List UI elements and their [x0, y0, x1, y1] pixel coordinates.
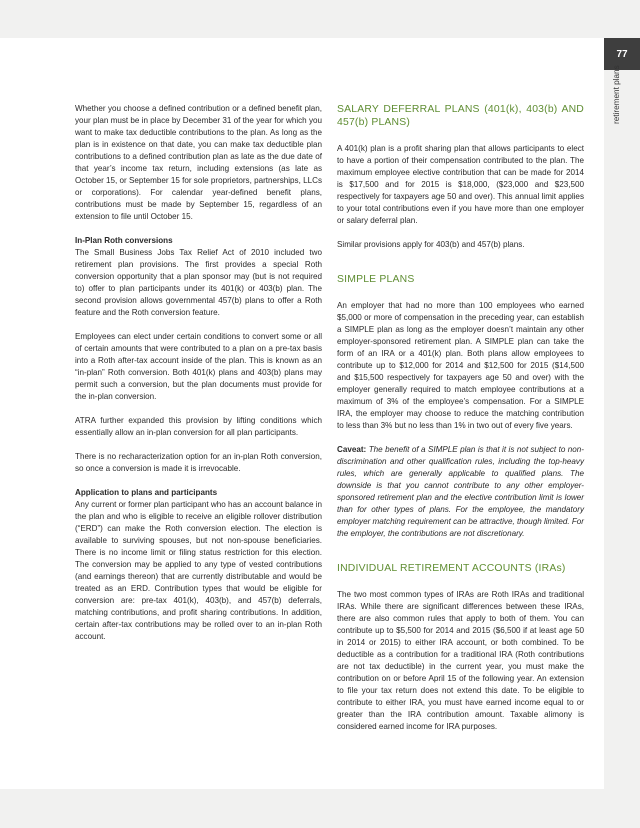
paragraph: Similar provisions apply for 403(b) and 457(b) plans.	[337, 240, 525, 249]
paragraph: Employees can elect under certain conditions to convert some or all of certain amounts that were contributed to a plan on a pre-tax basis into a Roth after-tax account inside of the plan. This is known as an “in-plan” Roth conversion. Both 401(k) plans and 403(b) plans may permit such a conversion, but the plan documents must provide for the in-plan conversion.	[75, 332, 322, 401]
left-column	[75, 103, 322, 655]
section-heading: INDIVIDUAL RETIREMENT ACCOUNTS (IRAs)	[337, 563, 566, 574]
caveat	[337, 444, 584, 540]
paragraph: Whether you choose a defined contribution or a defined benefit plan, your plan must be in place by December 31 of the year for which you want to make tax deductible contributions to the plan. As long as the plan is in existence on that date, you can make tax deductible plan contributions to a defined contribution plan as late as the due date of that year’s income tax return, including extensions (as late as October 15, or September 15 for sole proprietors, partnerships, LLCs or corporations). For calendar year-defined benefit plans, contributions must be made by September 15, regardless of an extension to file until October 15.	[75, 104, 322, 221]
section-heading: SALARY DEFERRAL PLANS (401(k), 403(b) AND 457(b) PLANS)	[337, 104, 584, 128]
caveat-label: Caveat:	[337, 445, 369, 454]
subheading: Application to plans and participants	[75, 488, 218, 497]
paragraph: ATRA further expanded this provision by lifting conditions which essentially allow an in-plan conversion for all plan participants.	[75, 416, 322, 437]
section-heading: SIMPLE PLANS	[337, 274, 415, 285]
section-application	[75, 487, 322, 643]
paragraph: There is no recharacterization option for an in-plan Roth conversion, so once a conversion is made it is irrevocable.	[75, 452, 322, 473]
paragraph: A 401(k) plan is a profit sharing plan that allows participants to elect to have a portion of their compensation contributed to the plan. The maximum employee elective contribution that can be made for 2014 is $17,500 and for 2015 is $18,000, ($23,000 and $23,500 respectively for taxpayers age 50 and over). This annual limit applies to your total contributions even if you have more than one employer or salary deferral plan.	[337, 144, 584, 225]
paragraph: An employer that had no more than 100 employees who earned $5,000 or more of compensation in the preceding year, can establish a SIMPLE plan as long as the employer doesn’t maintain any other employer-sponsored retirement plan. A SIMPLE plan can take the form of an IRA or a 401(k) plan. Both plans allow employees to contribute up to $12,000 for 2014 and $12,500 for 2015 ($14,500 and $15,500 respectively for taxpayers age 50 and over) with the employer generally required to match employee contributions at a maximum of 3% of the employee’s compensation. For a SIMPLE IRA, the employer may choose to reduce the matching contribution to less than 3% but no less than 1% in two out of every five years.	[337, 301, 584, 430]
section-inplan-roth	[75, 235, 322, 319]
side-tab	[604, 38, 640, 789]
right-column	[337, 103, 584, 745]
paragraph: Any current or former plan participant who has an account balance in the plan and who is eligible to receive an eligible rollover distribution (“ERD”) can make the Roth conversion election. The election is available to surviving spouses, but not non-spouse beneficiaries. There is no income limit or filing status restriction for this election. The conversion may be applied to any type of vested contributions (and earnings thereon) that are currently distributable and would be treated as an ERD. Contribution types that would be eligible for conversion are: pre-tax 401(k), 403(b), and 457(b) deferrals, matching contributions, and profit sharing contributions. In addition, certain after-tax contributions may be rolled over to an in-plan Roth account.	[75, 500, 322, 641]
paragraph: The Small Business Jobs Tax Relief Act of 2010 included two retirement plan provisions. The first provides a special Roth conversion opportunity that a plan sponsor may (but is not required to) offer to plan participants under its 401(k) or 403(b) plan. The second provision allows governmental 457(b) plans to offer a Roth feature and the Roth conversion feature.	[75, 248, 322, 317]
subheading: In-Plan Roth conversions	[75, 236, 173, 245]
paragraph: The two most common types of IRAs are Roth IRAs and traditional IRAs. While there are significant differences between these IRAs, there are also common rules that apply to both of them. You can contribute up to $5,500 for 2014 and 2015 ($6,500 if at least age 50 in 2014 or 2015) to either IRA account, or both combined. To be deductible as a contribution for a traditional IRA (Roth contributions are not tax deductible) in the current year, you must make the contribution on or before April 15 of the following year. An extension to file your tax return does not extend this date. To be eligible to contribute to either IRA, you must have earned income equal to or greater than the IRA contribution amount. Taxable alimony is considered earned income for IRA purposes.	[337, 590, 584, 731]
page-number: 77	[604, 38, 640, 70]
section-tab-label: retirement plans	[612, 65, 621, 124]
caveat-text: The benefit of a SIMPLE plan is that it is not subject to non-discrimination and other qualification rules, including the top-heavy rules, which are generally applicable to qualified plans. The downside is that you cannot contribute to any other employer-sponsored retirement plan and the elective contribution limit is lower than for other types of plans. For the employee, the mandatory employer matching requirement can be attractive, though limited. For the employer, the contributions are not discretionary.	[337, 445, 584, 538]
